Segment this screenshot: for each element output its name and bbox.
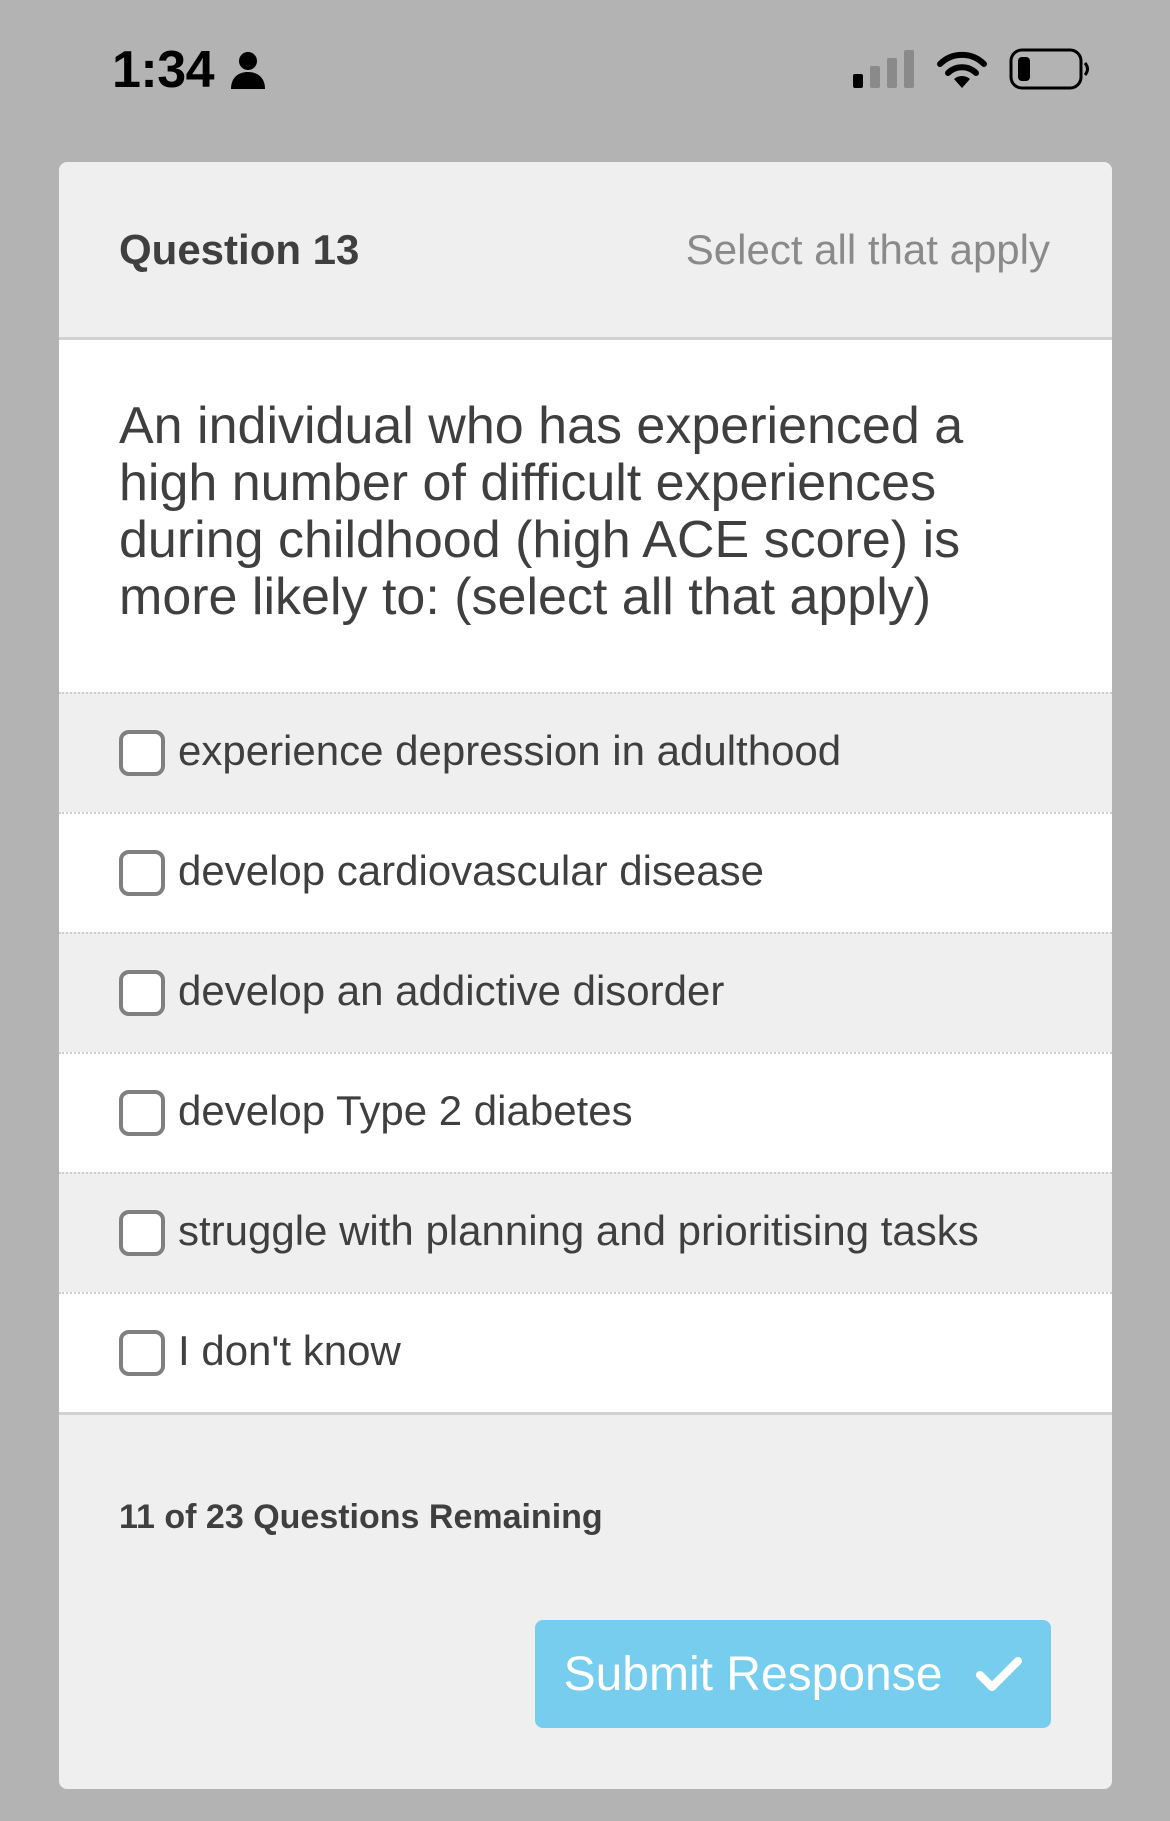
option-experience-depression[interactable] — [59, 692, 1112, 812]
wifi-icon — [936, 48, 988, 88]
option-label: develop Type 2 diabetes — [178, 1087, 633, 1134]
option-cardiovascular-disease[interactable] — [59, 812, 1112, 932]
option-label: develop an addictive disorder — [178, 967, 725, 1014]
checkbox[interactable] — [119, 1090, 165, 1136]
option-label: struggle with planning and prioritising tasks — [178, 1207, 979, 1254]
checkbox[interactable] — [119, 970, 165, 1016]
checkbox[interactable] — [119, 850, 165, 896]
checkbox[interactable] — [119, 730, 165, 776]
answer-options — [59, 692, 1112, 1415]
question-body — [59, 340, 1112, 692]
person-icon — [230, 50, 266, 90]
option-label: develop cardiovascular disease — [178, 847, 765, 894]
question-number: Question 13 — [119, 226, 360, 273]
submit-label: Submit Response — [563, 1647, 943, 1701]
option-type-2-diabetes[interactable] — [59, 1052, 1112, 1172]
question-hint: Select all that apply — [685, 226, 1050, 273]
option-label: experience depression in adulthood — [178, 727, 842, 774]
submit-response-button[interactable] — [535, 1620, 1051, 1728]
questions-remaining: 11 of 23 Questions Remaining — [119, 1498, 603, 1536]
question-text: An individual who has experienced a high number of difficult experiences during childhood (high ACE score) is more likely to: (select all that apply) — [119, 397, 964, 626]
status-bar — [0, 0, 1170, 140]
question-card — [59, 162, 1112, 1789]
option-label: I don't know — [178, 1327, 401, 1374]
question-header — [59, 162, 1112, 340]
cellular-signal-icon — [853, 50, 915, 88]
checkbox[interactable] — [119, 1210, 165, 1256]
option-dont-know[interactable] — [59, 1292, 1112, 1415]
option-addictive-disorder[interactable] — [59, 932, 1112, 1052]
status-time: 1:34 — [112, 41, 215, 99]
checkmark-icon — [976, 1656, 1022, 1692]
option-planning-prioritising[interactable] — [59, 1172, 1112, 1292]
checkbox[interactable] — [119, 1330, 165, 1376]
battery-icon — [1009, 48, 1091, 90]
